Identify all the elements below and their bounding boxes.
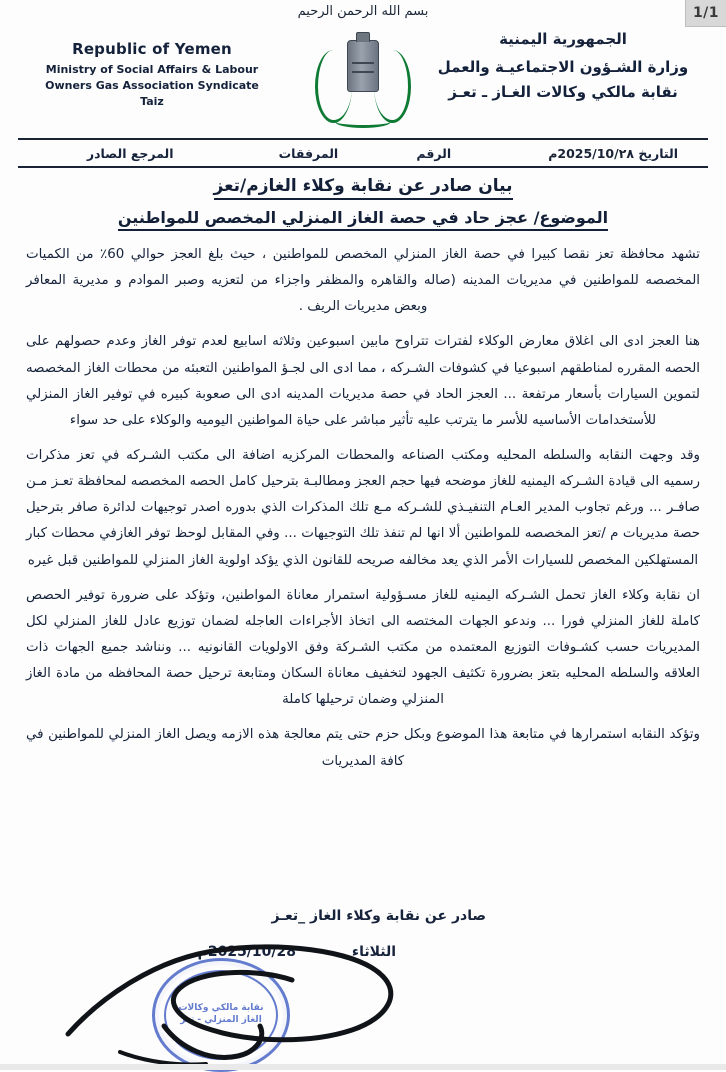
document-subject <box>0 208 726 227</box>
gas-cylinder-wreath-icon <box>309 34 417 130</box>
wreath-right-icon <box>374 50 411 123</box>
country-name-en: Republic of Yemen <box>72 40 232 58</box>
meta-row <box>18 140 708 166</box>
date-label: التاريخ <box>638 145 678 161</box>
document-body <box>26 242 700 784</box>
attachments-label: المرفقات <box>278 145 339 161</box>
official-stamp <box>152 958 290 1072</box>
document-header <box>0 28 726 136</box>
document-title-text: بيان صادر عن نقابة وكلاء الغازم/تعز <box>214 176 513 200</box>
signature-day: الثلاثاء <box>351 944 396 960</box>
document-subject-text: الموضوع/ عجز حاد في حصة الغاز المنزلي المخصص للمواطنين <box>118 208 608 231</box>
ministry-name-en: Ministry of Social Affairs & Labour <box>45 63 259 76</box>
syndicate-name-ar: نقابة مالكي وكالات الغـاز ـ تعـز <box>448 83 678 101</box>
date-field <box>493 146 708 161</box>
page-bottom-edge <box>0 1064 726 1070</box>
number-label: الرقم <box>416 145 452 161</box>
date-value: 2025/10/٢٨م <box>548 145 634 161</box>
ministry-name-ar: وزارة الشـؤون الاجتماعيـة والعمل <box>437 58 689 76</box>
stamp-text: نقابة مالكي وكالات الغاز المنزلي - تعز <box>178 1003 264 1025</box>
issued-by-text: صادر عن نقابة وكلاء الغاز _تعـز <box>271 908 486 924</box>
body-paragraph: هنا العجز ادى الى اغلاق معارض الوكلاء لفترات تتراوح مابين اسبوعين وثلاثه اسابيع لعدم توفر الغاز وعدم حصولهم على الحصه المقرره لمناطقهم اسبوعيا في كشوفات الشـركه ، مما ادى الى لجـؤ المواطنين التعبئه من محطات الغاز المخصصه لتموين السيارات بأسعار مرتفعة ... العجز الحاد في حصة مديريات المدينه ادى الى صعوبة كبيره في توفير الغاز المنزلي للأستخدامات الأساسيه للأسر ما يترتب عليه تأثير مباشر على حياة المواطنين اليوميه والوكلاء على حد سواء <box>26 334 700 428</box>
city-name-en: Taiz <box>140 94 164 108</box>
republic-name-ar: الجمهورية اليمنية <box>499 30 627 48</box>
body-paragraph: تشهد محافظة تعز نقصا كبيرا في حصة الغاز المنزلي المخصص للمواطنين ، حيث بلغ العجز حوالي 60٪ من الكميات المخصصه للمواطنين في مديريات المدينه (صاله والقاهره والمظفر واجزاء من لتعزيه وصبر الموادم و مديرية المعافر وبعض مديريات الريف . <box>26 247 700 315</box>
document-title <box>0 176 726 196</box>
reference-label: المرجع الصادر <box>86 145 174 161</box>
header-right-arabic <box>418 30 708 101</box>
body-paragraph: ان نقابة وكلاء الغاز تحمل الشـركه اليمنيه للغاز مسـؤولية استمرار معاناة المواطنين، وتؤكد على ضرورة توفير الحصص كاملة للغاز المنزلي فورا ... وندعو الجهات المختصه الى اتخاذ الأجراءات العاجله لضمان توزيع عادل للغاز المنزلي لكل المديريات حسب كشـوفات التوزيع المعتمده من مكتب الشـركة وفق الاولويات القانونيه ... ونناشد جميع الجهات ذات العلاقه والسلطه المحليه بتعز بضرورة تكثيف الجهود لتخفيف معاناة السكان ومتابعة ترحيل حصة المحافظه من مادة الغاز المنزلي وضمان ترحيلها كاملة <box>26 587 700 708</box>
header-divider-bottom <box>18 166 708 168</box>
wreath-ribbon-icon <box>335 115 391 128</box>
signature-block <box>0 908 726 1068</box>
gas-cylinder-icon <box>347 40 379 92</box>
body-paragraph: وتؤكد النقابه استمرارها في متابعة هذا الموضوع وبكل حزم حتى يتم معالجة هذه الازمه ويصل الغاز المنزلي للمواطنين في كافة المديريات <box>26 727 700 769</box>
syndicate-name-en: Owners Gas Association Syndicate <box>45 78 259 92</box>
signature-date: 2025/10/28م <box>197 944 296 960</box>
basmala-text: بسم الله الرحمن الرحيم <box>297 4 429 19</box>
page-counter-badge: 1/1 <box>685 0 726 27</box>
body-paragraph: وقد وجهت النقابه والسلطه المحليه ومكتب الصناعه والمحطات المركزيه اضافة الى مكتب الشـركه في تعز مذكرات رسميه الى قيادة الشـركه اليمنيه للغاز موضحه فيها حجم العجز ومطالبـة بترحيل كامل الحصه المخصصه لمحافظة تعـز مـن صافـر ... ورغم تجاوب المدير العـام التنفيـذي للشـركه مـع تلك المذكرات الذي بدوره اصدر توجيهات لدائرة صافر بترحيل حصة مديريات م /تعز المخصصه للمواطنين ألا انها لم تنفذ تلك التوجيهات ... وفي المقابل لوحظ توفر الغازفي محطات كبار المستهلكين المخصص للسيارات الأمر الذي يعد مخالفه صريحه للقانون الذي يؤكد اولوية الغاز المنزلي للمواطنين قبل غيره <box>26 447 700 568</box>
header-left-english <box>22 40 282 110</box>
